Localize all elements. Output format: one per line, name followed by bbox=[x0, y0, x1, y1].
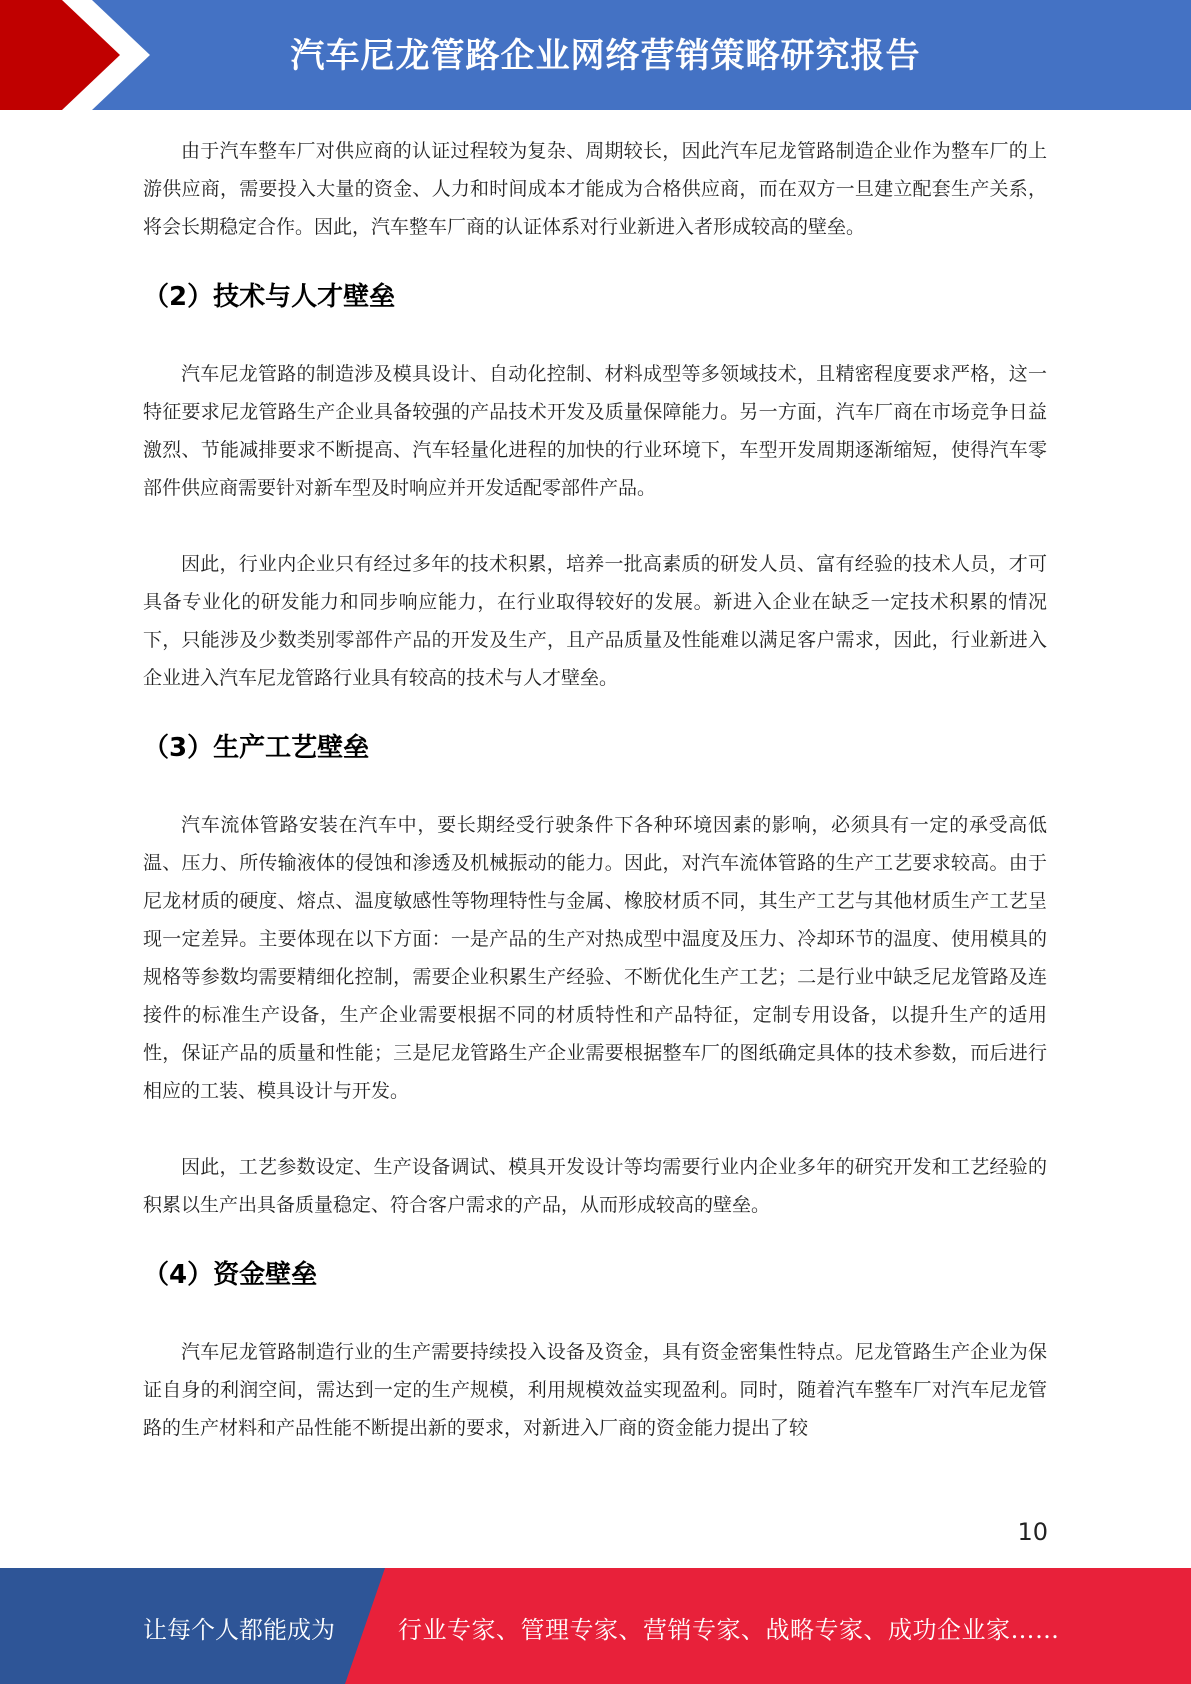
paragraph-certification: 由于汽车整车厂对供应商的认证过程较为复杂、周期较长，因此汽车尼龙管路制造企业作为整车厂的上游供应商，需要投入大量的资金、人力和时间成本才能成为合格供应商，而在双方一旦建立配套生产关系，将会长期稳定合作。因此，汽车整车厂商的认证体系对行业新进入者形成较高的壁垒。 bbox=[143, 140, 1047, 238]
footer-slogan-right: 行业专家、管理专家、营销专家、战略专家、成功企业家…… bbox=[398, 1616, 1060, 1644]
paragraph-tech-1: 汽车尼龙管路的制造涉及模具设计、自动化控制、材料成型等多领域技术，且精密程度要求严格，这一特征要求尼龙管路生产企业具备较强的产品技术开发及质量保障能力。另一方面，汽车厂商在市场竞争日益激烈、节能减排要求不断提高、汽车轻量化进程的加快的行业环境下，车型开发周期逐渐缩短，使得汽车零部件供应商需要针对新车型及时响应并开发适配零部件产品。 bbox=[143, 363, 1047, 499]
page-header bbox=[0, 0, 1191, 110]
section-heading-capital: （4）资金壁垒 bbox=[143, 1260, 318, 1290]
section-heading-process: （3）生产工艺壁垒 bbox=[143, 733, 370, 763]
report-title: 汽车尼龙管路企业网络营销策略研究报告 bbox=[290, 36, 921, 76]
page-footer bbox=[0, 1568, 1191, 1684]
paragraph-capital: 汽车尼龙管路制造行业的生产需要持续投入设备及资金，具有资金密集性特点。尼龙管路生产企业为保证自身的利润空间，需达到一定的生产规模，利用规模效益实现盈利。同时，随着汽车整车厂对汽车尼龙管路的生产材料和产品性能不断提出新的要求，对新进入厂商的资金能力提出了较 bbox=[143, 1341, 1047, 1439]
paragraph-tech-2: 因此，行业内企业只有经过多年的技术积累，培养一批高素质的研发人员、富有经验的技术人员，才可具备专业化的研发能力和同步响应能力，在行业取得较好的发展。新进入企业在缺乏一定技术积累的情况下，只能涉及少数类别零部件产品的开发及生产，且产品质量及性能难以满足客户需求，因此，行业新进入企业进入汽车尼龙管路行业具有较高的技术与人才壁垒。 bbox=[143, 553, 1047, 689]
section-heading-tech-talent: （2）技术与人才壁垒 bbox=[143, 282, 396, 312]
paragraph-process-1: 汽车流体管路安装在汽车中，要长期经受行驶条件下各种环境因素的影响，必须具有一定的承受高低温、压力、所传输液体的侵蚀和渗透及机械振动的能力。因此，对汽车流体管路的生产工艺要求较高。由于尼龙材质的硬度、熔点、温度敏感性等物理特性与金属、橡胶材质不同，其生产工艺与其他材质生产工艺呈现一定差异。主要体现在以下方面：一是产品的生产对热成型中温度及压力、冷却环节的温度、使用模具的规格等参数均需要精细化控制，需要企业积累生产经验、不断优化生产工艺；二是行业中缺乏尼龙管路及连接件的标准生产设备，生产企业需要根据不同的材质特性和产品特征，定制专用设备，以提升生产的适用性，保证产品的质量和性能；三是尼龙管路生产企业需要根据整车厂的图纸确定具体的技术参数，而后进行相应的工装、模具设计与开发。 bbox=[143, 814, 1047, 1102]
footer-slogan-left: 让每个人都能成为 bbox=[143, 1616, 335, 1644]
page-number: 10 bbox=[1017, 1518, 1048, 1546]
paragraph-process-2: 因此，工艺参数设定、生产设备调试、模具开发设计等均需要行业内企业多年的研究开发和工艺经验的积累以生产出具备质量稳定、符合客户需求的产品，从而形成较高的壁垒。 bbox=[143, 1156, 1047, 1216]
main-content bbox=[143, 132, 1047, 1447]
